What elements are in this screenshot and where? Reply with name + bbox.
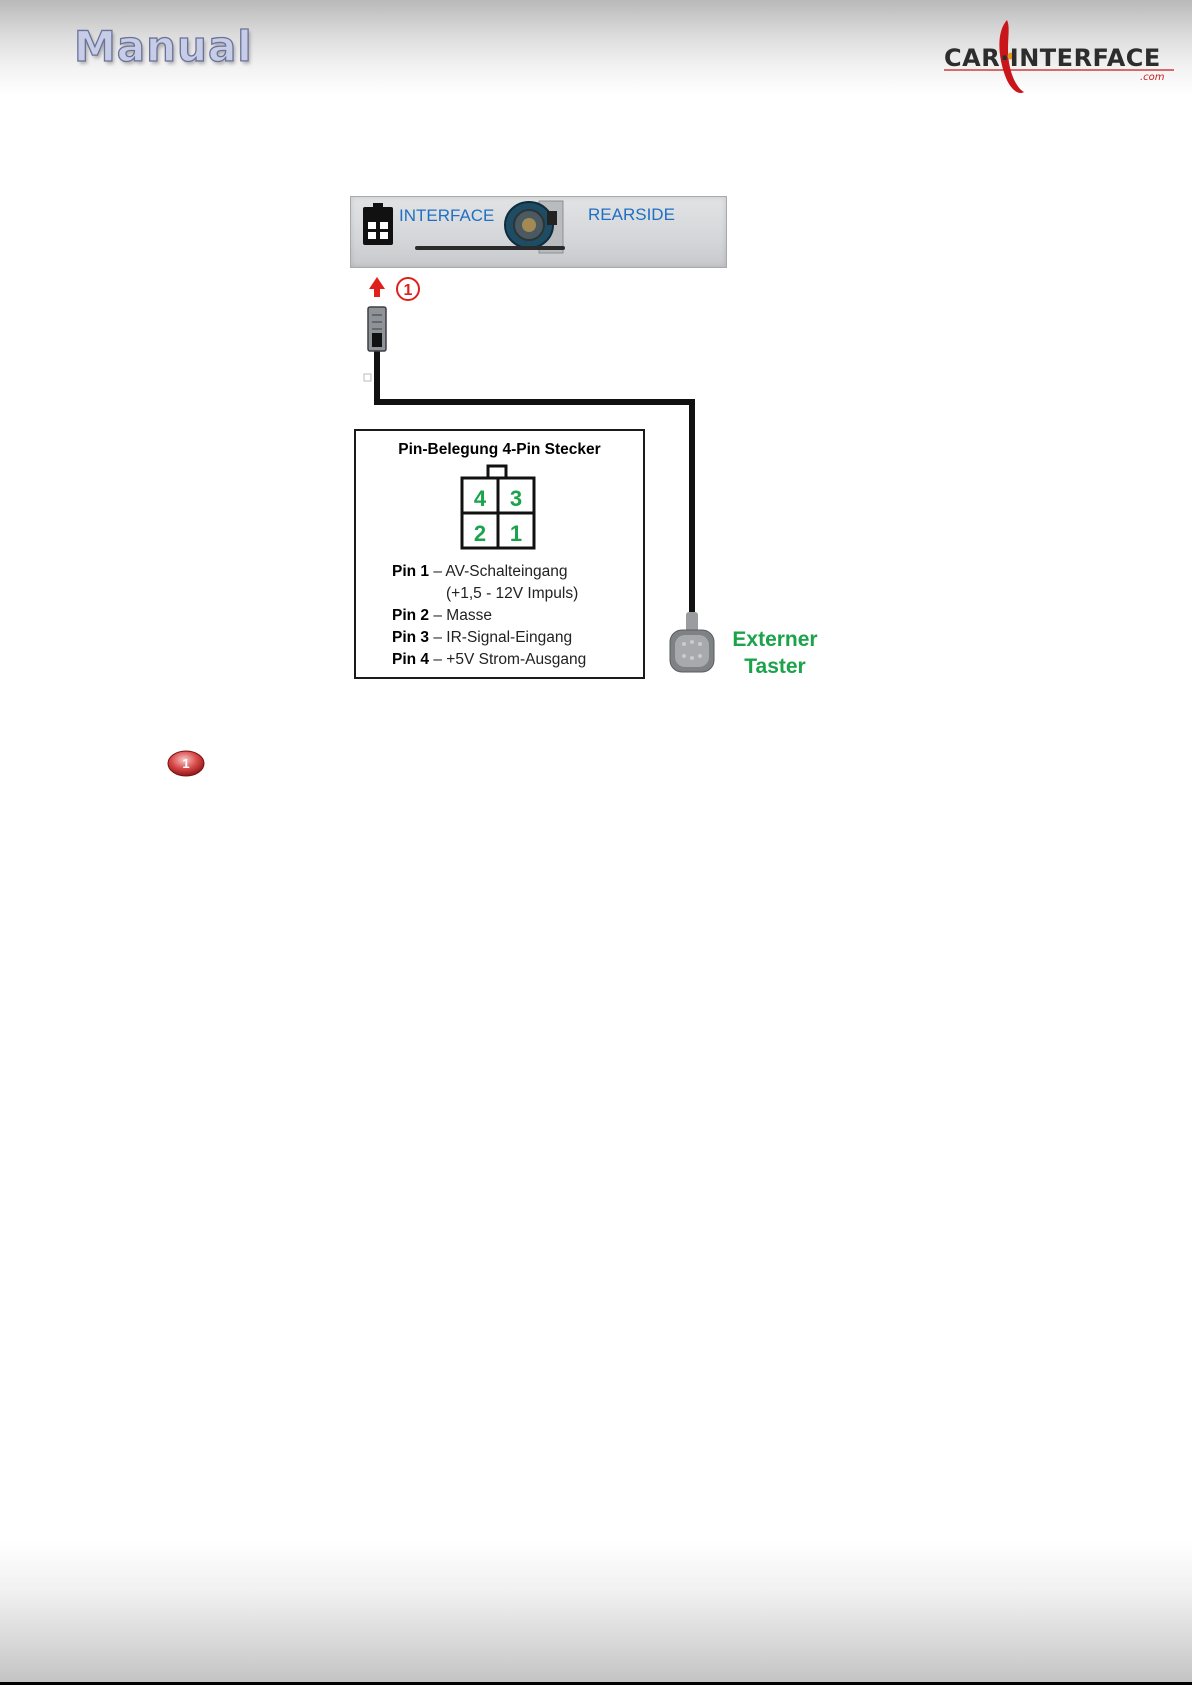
pin-list <box>392 561 586 671</box>
external-button-label-line: Taster <box>744 655 806 678</box>
brand-suffix: .com <box>1140 72 1165 83</box>
step-badge-1 <box>167 750 205 777</box>
pin-row: (+1,5 - 12V Impuls) <box>446 585 579 602</box>
pin-grid-cell: 4 <box>473 486 487 511</box>
pin-grid-cell: 3 <box>509 486 523 511</box>
four-pin-plug-icon <box>368 307 386 351</box>
pin-box-title: Pin-Belegung 4-Pin Stecker <box>398 441 601 458</box>
external-button-label-line: Externer <box>732 628 818 651</box>
step-badge-number: 1 <box>182 756 190 771</box>
external-button-label <box>712 626 838 680</box>
external-button-icon <box>670 612 714 672</box>
footer-band <box>0 1540 1192 1685</box>
pin-assignment-box <box>354 429 645 679</box>
brand-name: CAR·INTERFACE <box>944 44 1161 72</box>
pin-grid-cell: 1 <box>509 521 523 546</box>
step-marker-1 <box>395 276 421 302</box>
pin-grid-cell: 2 <box>473 521 487 546</box>
pin-row: Pin 3 – IR-Signal-Eingang <box>392 629 573 646</box>
device-label-rearside: REARSIDE <box>588 205 675 224</box>
manual-logo: Manual <box>74 22 253 71</box>
pin-row: Pin 1 – AV-Schalteingang <box>392 563 568 580</box>
device-label-interface: INTERFACE <box>399 206 495 225</box>
pin-row: Pin 4 – +5V Strom-Ausgang <box>392 651 587 668</box>
pin-grid-icon <box>459 464 539 552</box>
up-arrow-icon <box>369 277 385 297</box>
step-marker-number: 1 <box>403 282 413 299</box>
pin-row: Pin 2 – Masse <box>392 607 492 624</box>
